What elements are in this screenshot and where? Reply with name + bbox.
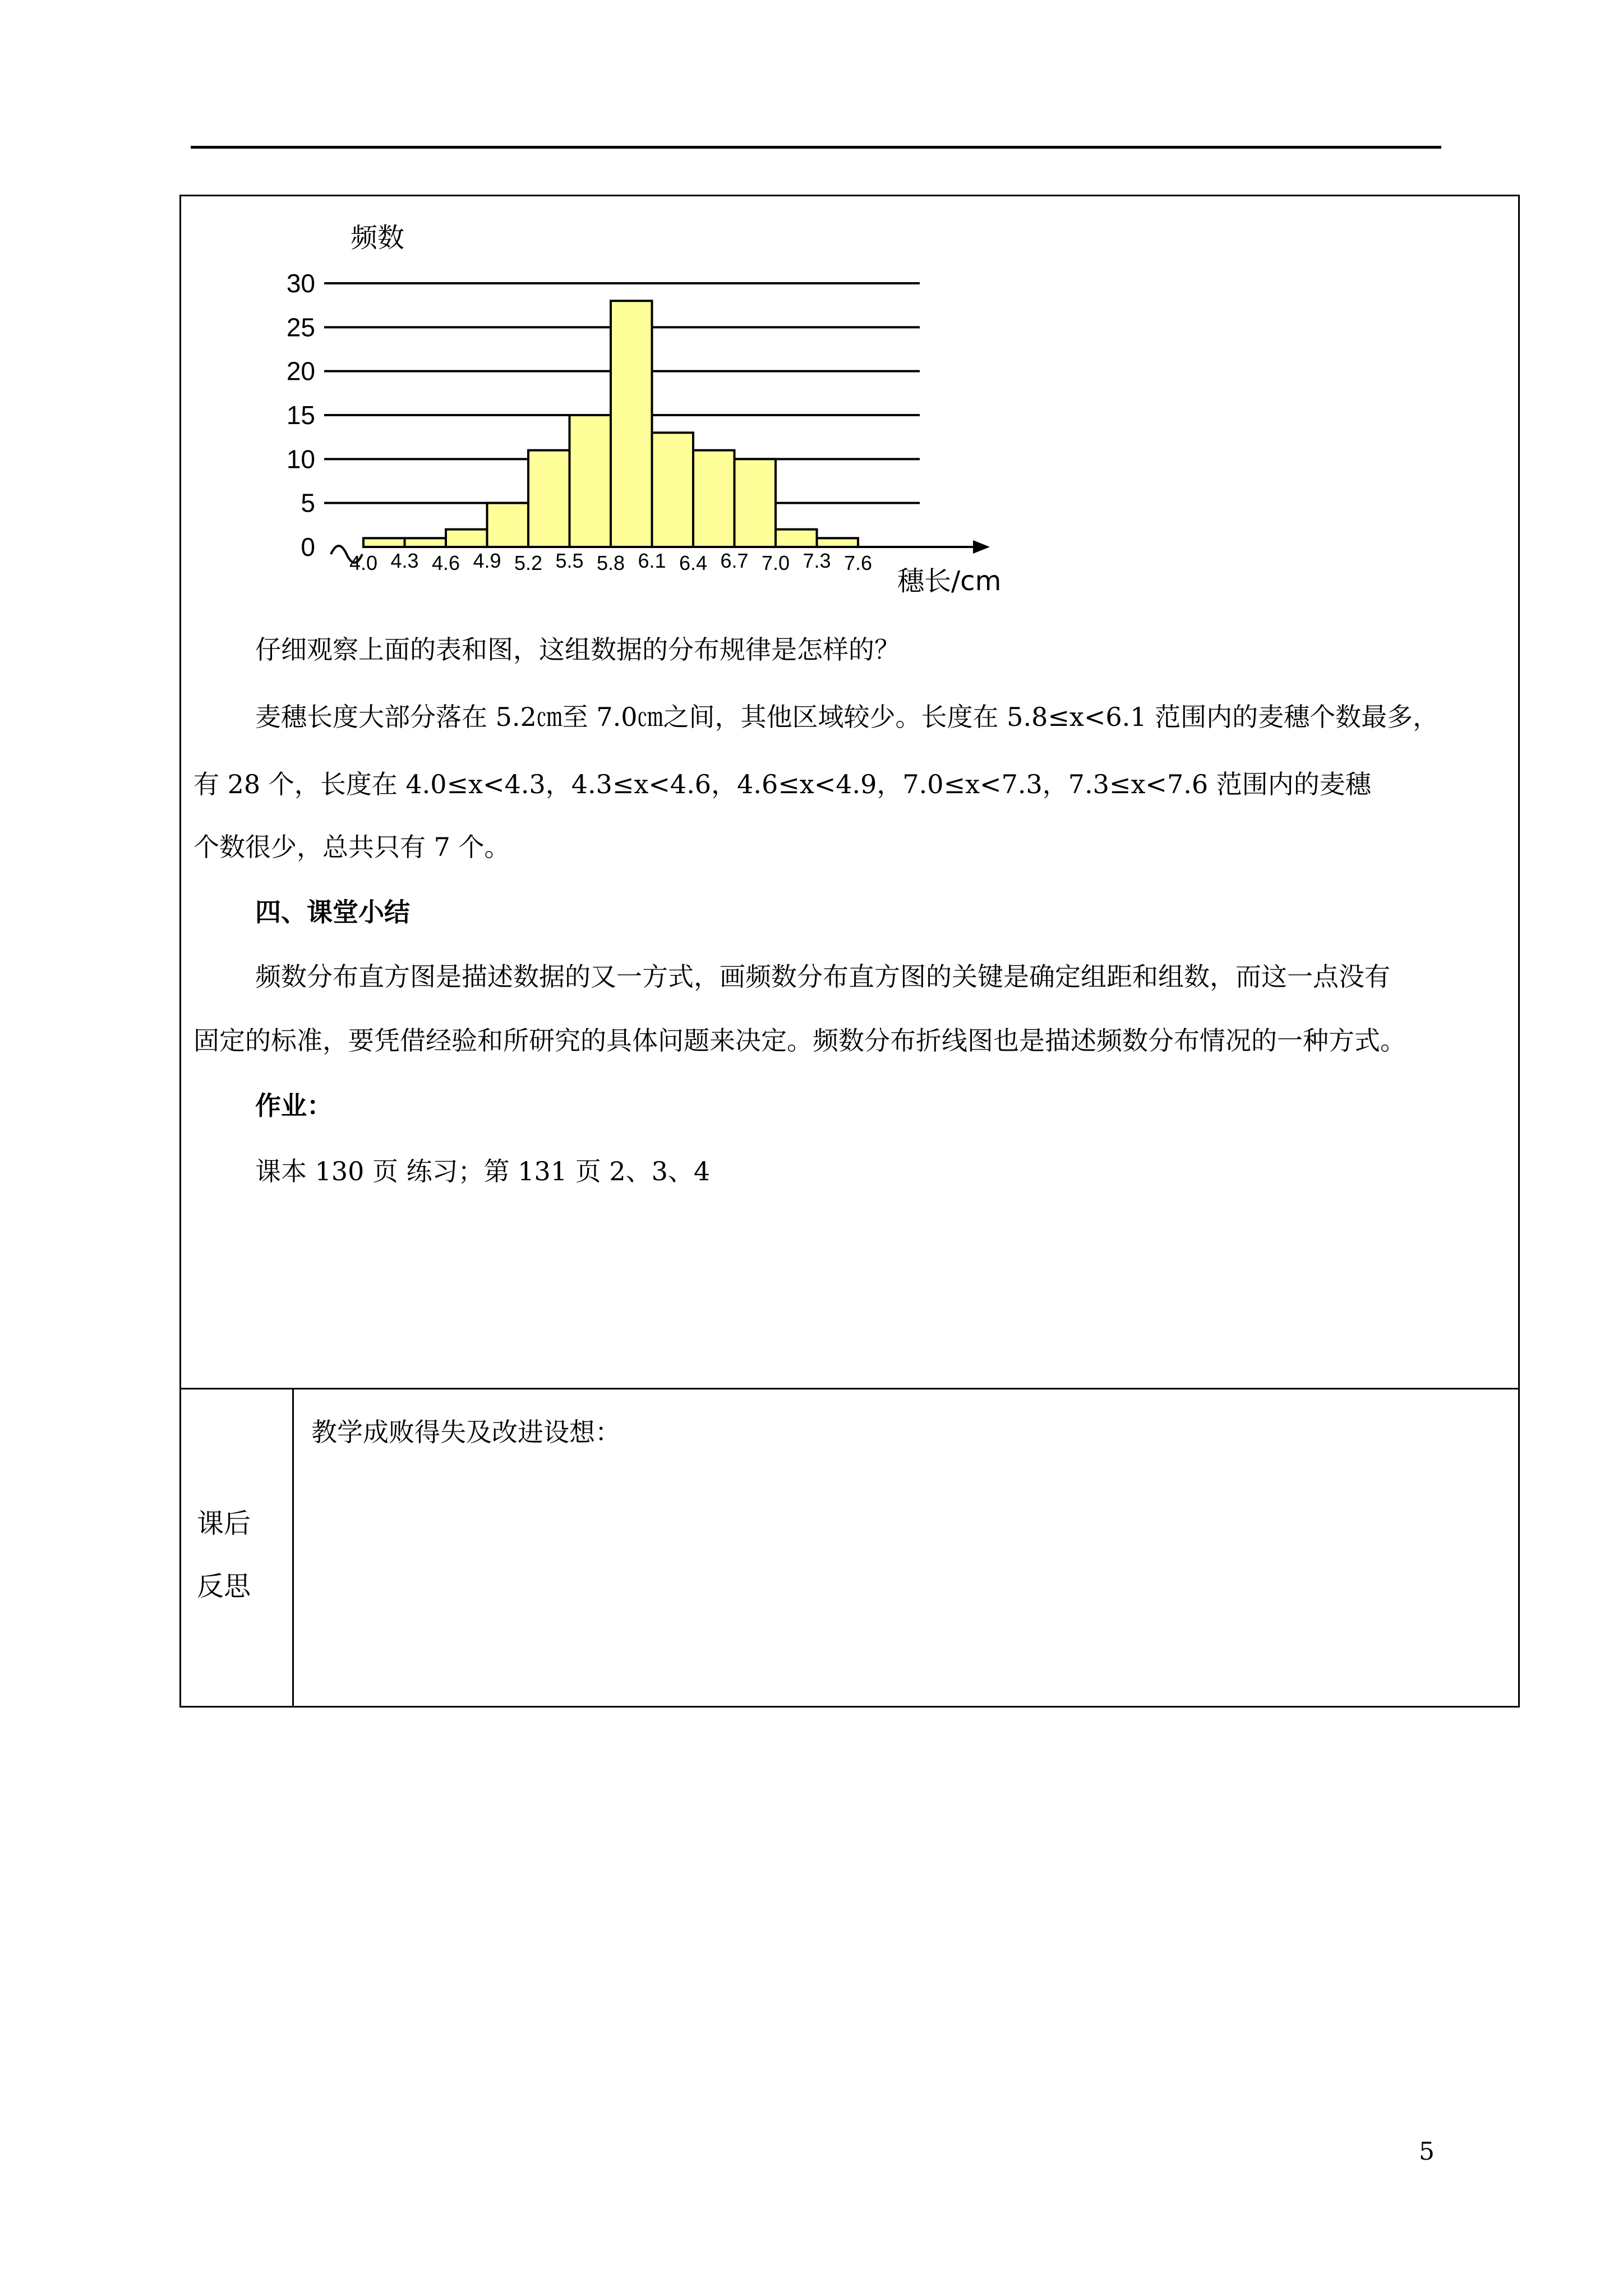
histogram-svg	[275, 213, 1004, 595]
histogram-bar	[363, 538, 405, 547]
reflection-prompt: 教学成败得失及改进设想：	[311, 1417, 621, 1447]
x-tick-label: 5.2	[514, 551, 543, 574]
histogram-bar	[570, 415, 611, 547]
reflection-divider	[292, 1389, 294, 1706]
x-axis-title: 穗长/cm	[897, 565, 1002, 595]
histogram-bar	[405, 538, 446, 547]
answer-line-1: 麦穗长度大部分落在 5.2㎝至 7.0㎝之间，其他区域较少。长度在 5.8≤x<6.1 范围内的麦穗个数最多，	[255, 702, 1439, 732]
histogram-bar	[776, 530, 817, 547]
histogram-bar	[735, 459, 776, 547]
reflection-label-line2: 反思	[197, 1571, 251, 1602]
x-tick-label: 6.7	[720, 549, 749, 572]
question-text: 仔细观察上面的表和图，这组数据的分布规律是怎样的？	[255, 634, 900, 665]
y-tick-label: 5	[301, 488, 315, 518]
histogram-bar	[693, 450, 735, 547]
x-tick-label: 4.9	[473, 549, 501, 572]
x-axis-arrow	[973, 540, 990, 554]
x-tick-label: 5.5	[555, 549, 584, 572]
x-tick-label: 7.3	[803, 549, 831, 572]
summary-line-2: 固定的标准，要凭借经验和所研究的具体问题来决定。频数分布折线图也是描述频数分布情况的一种方式。	[193, 1025, 1406, 1056]
histogram-bar	[446, 530, 487, 547]
reflection-label-line1: 课后	[197, 1508, 251, 1539]
histogram-bar	[652, 432, 694, 547]
y-tick-label: 25	[286, 312, 315, 342]
y-tick-label: 10	[286, 444, 315, 474]
x-tick-label: 4.3	[390, 549, 419, 572]
histogram-bar	[611, 301, 652, 547]
header-rule	[191, 146, 1441, 149]
histogram-bar	[487, 503, 529, 547]
y-tick-label: 20	[286, 356, 315, 386]
y-tick-label: 15	[286, 401, 315, 430]
y-tick-label: 0	[301, 532, 315, 562]
x-tick-label: 6.4	[679, 551, 708, 574]
x-tick-label: 7.6	[843, 551, 873, 574]
histogram-bar	[528, 450, 570, 547]
reflection-box	[179, 1388, 1520, 1708]
x-tick-label: 4.6	[431, 551, 460, 574]
x-tick-label: 5.8	[596, 551, 625, 574]
summary-line-1: 频数分布直方图是描述数据的又一方式，画频数分布直方图的关键是确定组距和组数，而这一点没有	[255, 961, 1390, 992]
x-tick-label: 6.1	[638, 549, 666, 572]
histogram-chart	[275, 213, 1004, 595]
page-number: 5	[1419, 2137, 1435, 2166]
answer-line-2: 有 28 个，长度在 4.0≤x<4.3，4.3≤x<4.6，4.6≤x<4.9，7.0≤x<7.3，7.3≤x<7.6 范围内的麦穗	[193, 769, 1371, 799]
answer-line-3: 个数很少，总共只有 7 个。	[193, 832, 510, 862]
y-axis-title: 频数	[351, 222, 405, 254]
histogram-bar	[817, 538, 859, 547]
homework-heading: 作业：	[255, 1091, 333, 1121]
y-tick-label: 30	[286, 269, 315, 298]
section-heading: 四、课堂小结	[255, 897, 410, 927]
homework-text: 课本 130 页 练习；第 131 页 2、3、4	[255, 1156, 711, 1186]
x-tick-label: 7.0	[761, 551, 790, 574]
x-tick-label: 4.0	[349, 551, 378, 574]
